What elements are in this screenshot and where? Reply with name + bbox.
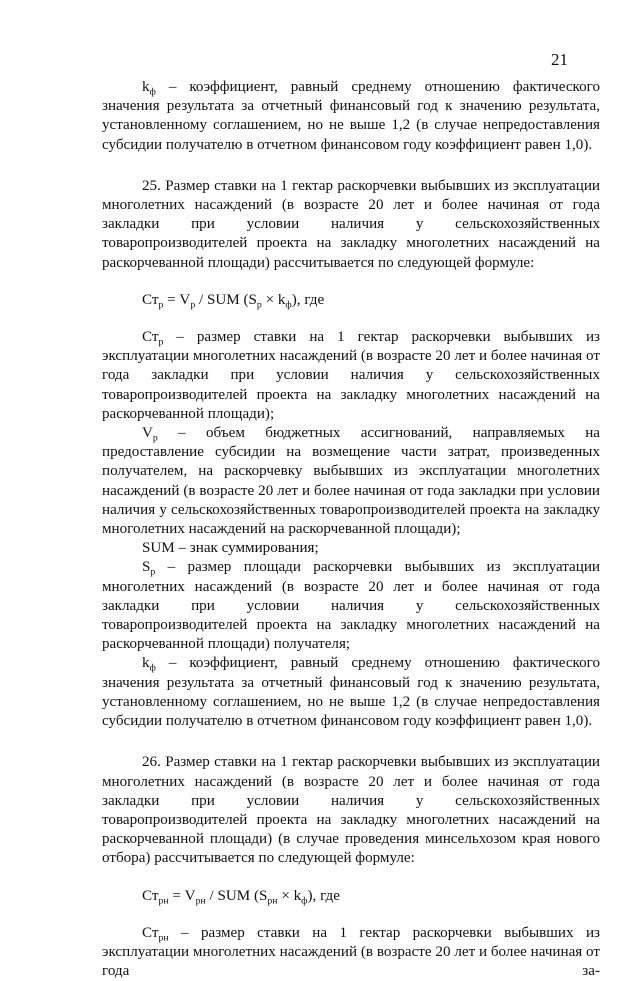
document-body: [102, 78, 600, 981]
definition-sum: SUM – знак суммирования;: [142, 540, 319, 557]
paragraph-25: 25. Размер ставки на 1 гектар раскорчевки выбывших из эксплуатации многолетних насаждений (в возрасте 20 лет и более начиная от года закладки при условии наличия у сельскохозяйственных товаропроизводителей проекта на закладку многолетних насаждений на раскорчеванной площади) рассчитывается по следующей формуле:: [102, 177, 600, 271]
coefficient-definition-2: $k_ф$ – коэффициент, равный среднему отношению фактического значения результата за отчетный финансовый год к значению результата, установленному соглашением, но не выше 1,2 (в случае непредоставления субсидии получателю в отчетном финансовом году коэффициент равен 1,0).: [102, 655, 600, 730]
definition-vp: $V_р$ – объем бюджетных ассигнований, направляемых на предоставление субсидии на возмещение части затрат, произведенных получателем, на раскорчевку выбывших из эксплуатации многолетних насаждений (в возрасте 20 лет и более начиная от года закладки при условии наличия у сельскохозяйственных товаропроизводителей проекта на закладку многолетних насаждений на раскорчеванной площади);: [102, 425, 600, 538]
formula-26: $Ст_{рн} = V_{рн}$ / SUM $(S_{рн} \times k_ф)$, где: [142, 887, 340, 906]
page-number: 21: [551, 50, 568, 69]
paragraph-26: 26. Размер ставки на 1 гектар раскорчевки выбывших из эксплуатации многолетних насаждений (в возрасте 20 лет и более начиная от года закладки при условии наличия у сельскохозяйственных товаропроизводителей проекта на закладку многолетних насаждений на раскорчеванной площади) (в случае проведения минсельхозом края нового отбора) рассчитывается по следующей формуле:: [102, 754, 600, 867]
definition-ctrn: $Ст_{рн}$ – размер ставки на 1 гектар раскорчевки выбывших из эксплуатации многолетних насаждений (в возрасте 20 лет и более начиная от года за-: [102, 924, 600, 980]
formula-25: $Ст_р = V_р$ / SUM $(S_р \times k_ф)$, где: [142, 291, 325, 311]
coefficient-definition-1: $k_ф$ – коэффициент, равный среднему отношению фактического значения результата за отчетный финансовый год к значению результата, установленному соглашением, но не выше 1,2 (в случае непредоставления субсидии получателю в отчетном финансовом году коэффициент равен 1,0).: [102, 79, 600, 153]
definition-sp: $S_р$ – размер площади раскорчевки выбывших из эксплуатации многолетних насаждений (в возрасте 20 лет и более начиная от года закладки при условии наличия у сельскохозяйственных товаропроизводителей проекта на закладку многолетних насаждений на раскорчеванной площади) получателя;: [102, 559, 600, 653]
definition-ctp: $Ст_р$ – размер ставки на 1 гектар раскорчевки выбывших из эксплуатации многолетних насаждений (в возрасте 20 лет и более начиная от года закладки при условии наличия у сельскохозяйственных товаропроизводителей проекта на закладку многолетних насаждений на раскорчеванной площади);: [102, 329, 600, 422]
